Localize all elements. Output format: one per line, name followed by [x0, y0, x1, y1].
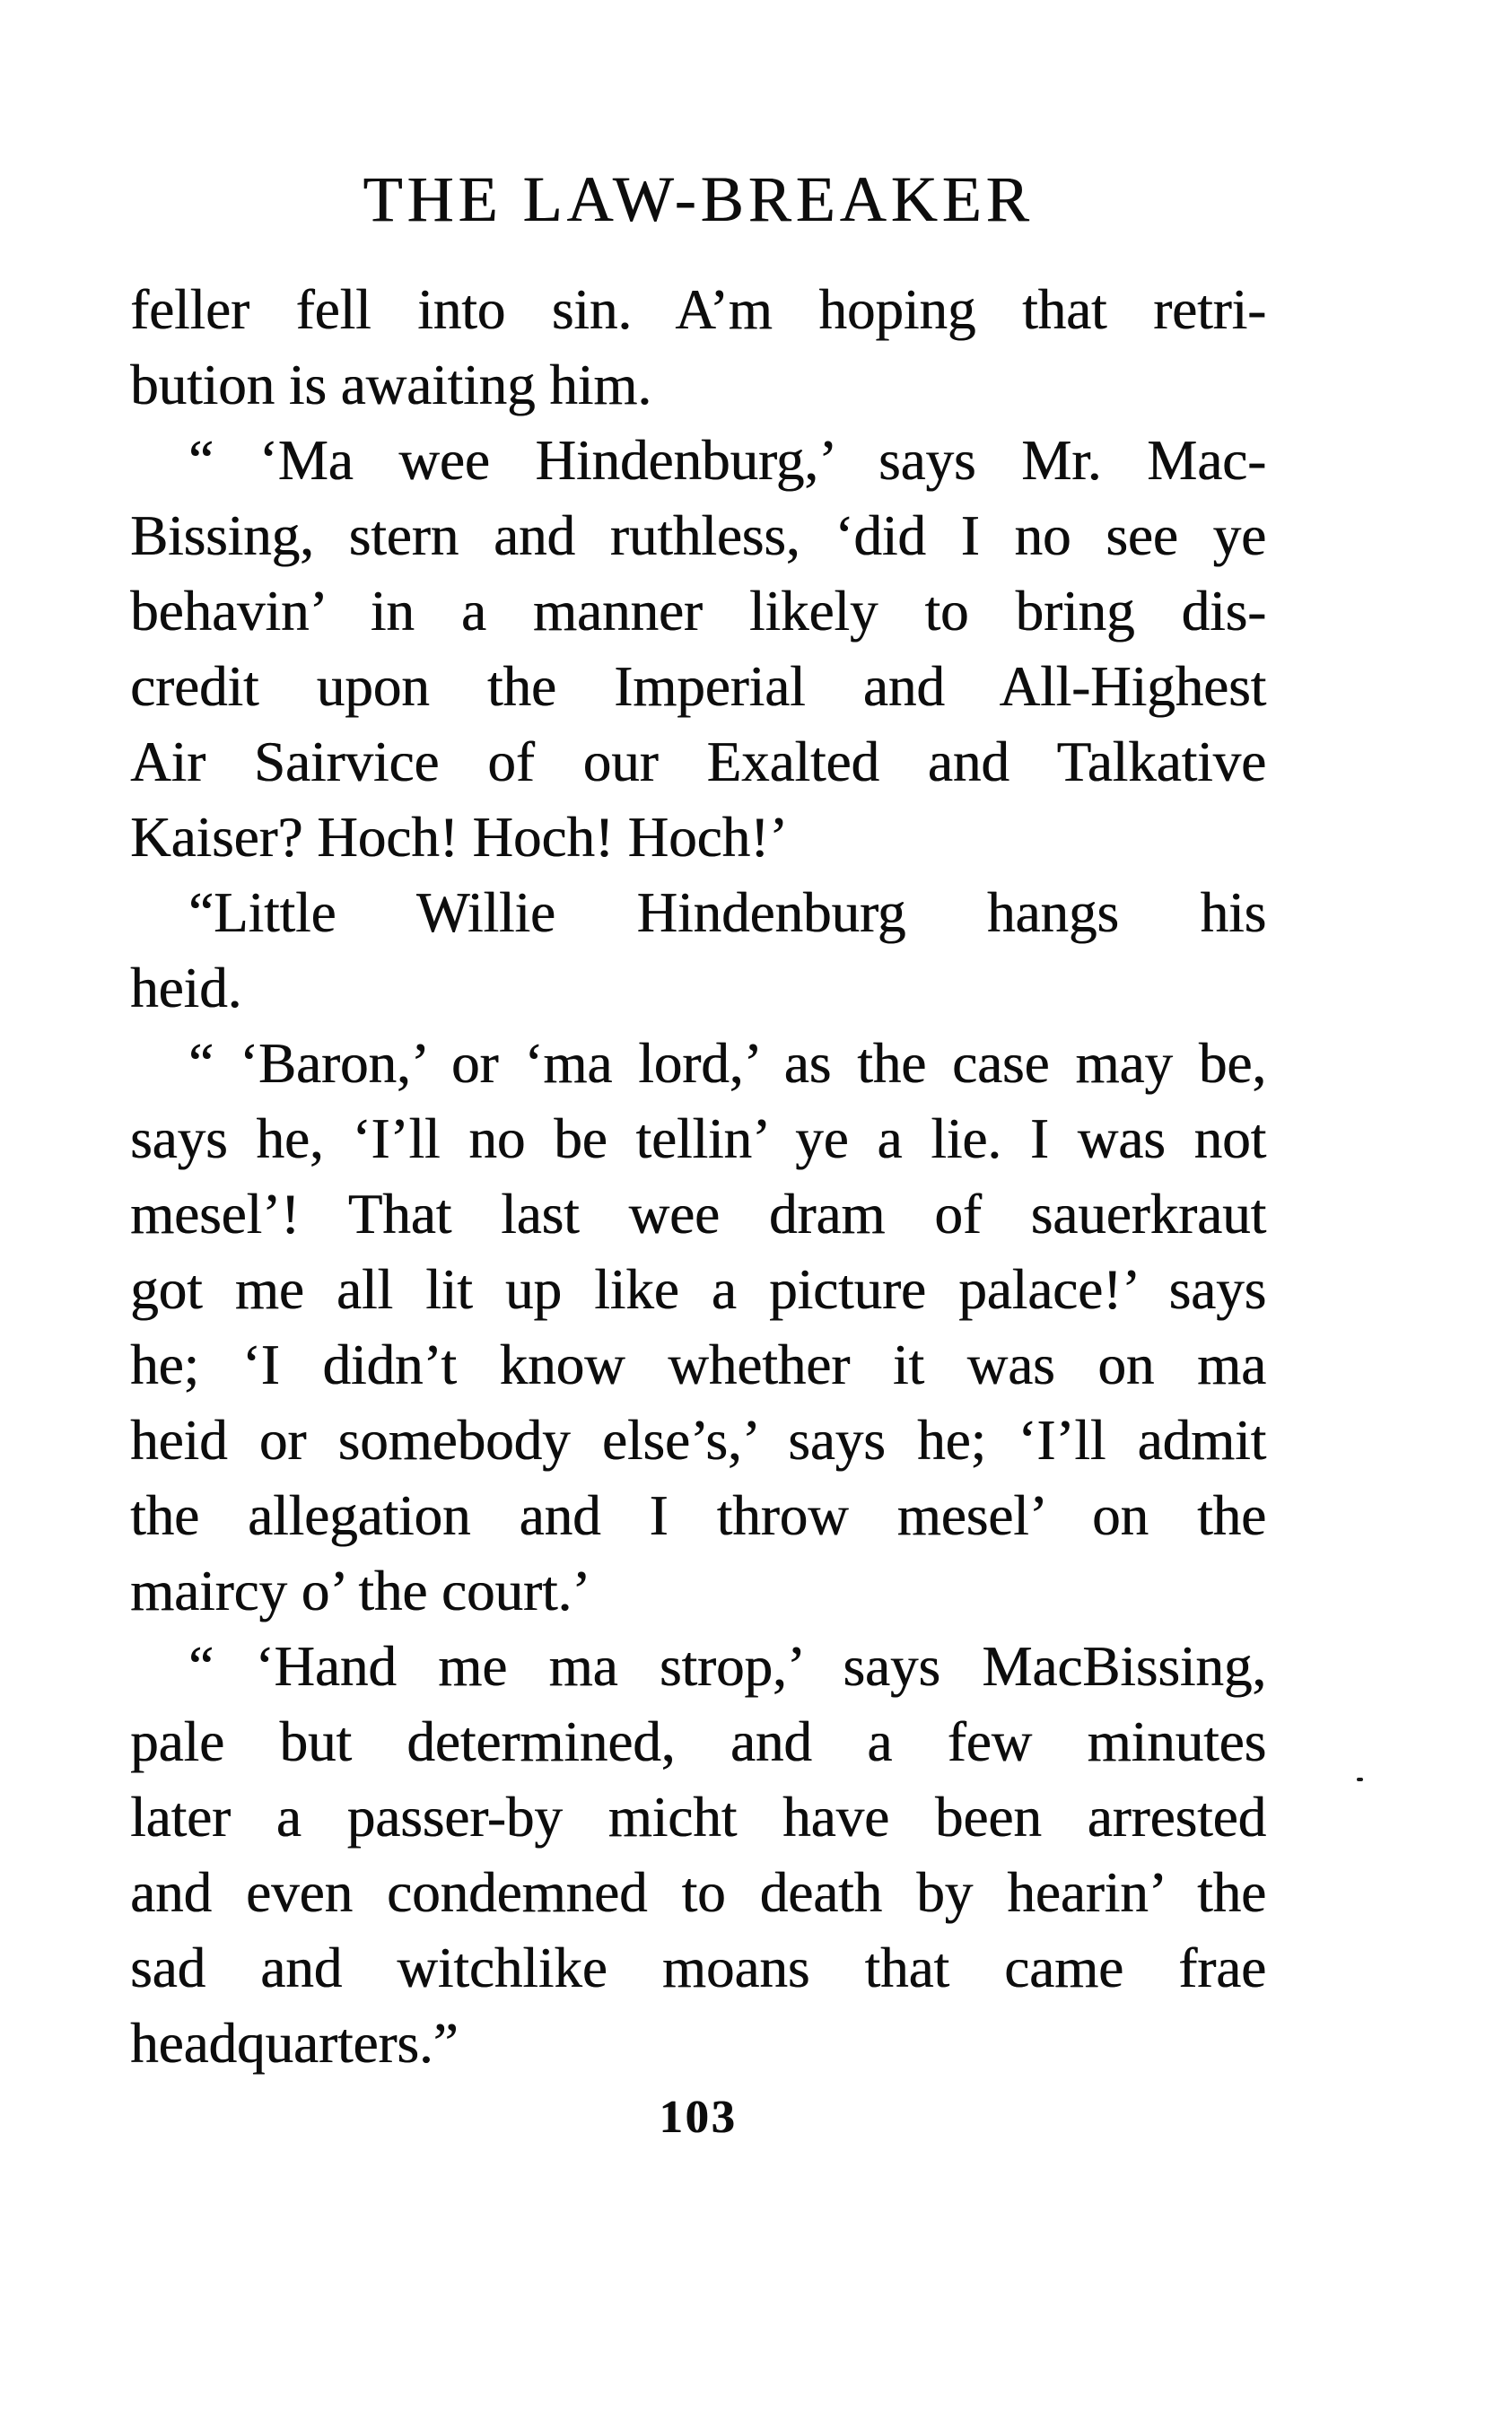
- text-line: maircy o’ the court.’: [130, 1560, 591, 1622]
- text-line: got me all lit up like a picture palace!’ says: [130, 1258, 1266, 1321]
- text-line: Bissing, stern and ruthless, ‘did I no see ye: [130, 504, 1266, 567]
- text-line: feller fell into sin. A’m hoping that retri-: [130, 278, 1266, 341]
- text-line: bution is awaiting him.: [130, 354, 651, 416]
- text-line: “ ‘Baron,’ or ‘ma lord,’ as the case may be,: [188, 1032, 1266, 1095]
- text-line: mesel’! That last wee dram of sauerkraut: [130, 1183, 1266, 1246]
- text-line: credit upon the Imperial and All-Highest: [130, 655, 1266, 718]
- text-line: Kaiser? Hoch! Hoch! Hoch!’: [130, 806, 788, 869]
- text-line: “ ‘Hand me ma strop,’ says MacBissing,: [188, 1635, 1266, 1698]
- text-line: heid.: [130, 957, 242, 1019]
- text-line: “ ‘Ma wee Hindenburg,’ says Mr. Mac-: [188, 429, 1266, 492]
- text-line: the allegation and I throw mesel’ on the: [130, 1484, 1266, 1547]
- text-line: says he, ‘I’ll no be tellin’ ye a lie. I was not: [130, 1107, 1266, 1170]
- text-line: heid or somebody else’s,’ says he; ‘I’ll admit: [130, 1409, 1266, 1472]
- text-line: and even condemned to death by hearin’ the: [130, 1861, 1266, 1924]
- text-line: Air Sairvice of our Exalted and Talkative: [130, 730, 1266, 793]
- text-line: later a passer-by micht have been arrested: [130, 1786, 1266, 1849]
- text-line: pale but determined, and a few minutes: [130, 1710, 1266, 1773]
- text-line: “Little Willie Hindenburg hangs his: [188, 881, 1266, 944]
- page-number: 103: [659, 2092, 738, 2143]
- text-line: sad and witchlike moans that came frae: [130, 1937, 1266, 1999]
- text-block: [130, 272, 1266, 2081]
- text-line: headquarters.”: [130, 2012, 459, 2075]
- text-line: he; ‘I didn’t know whether it was on ma: [130, 1333, 1266, 1396]
- page-title: THE LAW-BREAKER: [363, 163, 1034, 235]
- ink-speck: [1357, 1778, 1363, 1781]
- text-line: behavin’ in a manner likely to bring dis-: [130, 580, 1266, 643]
